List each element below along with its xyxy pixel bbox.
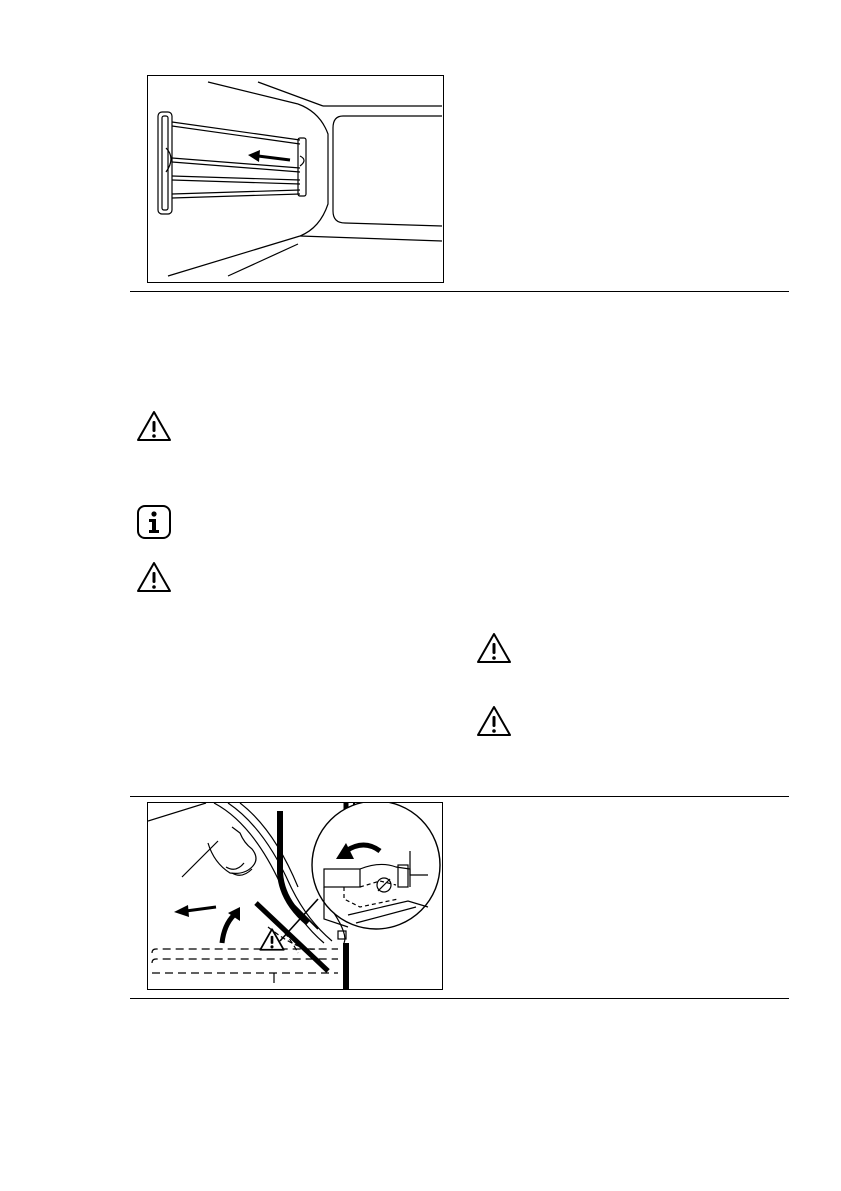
shelf-support-figure [147, 75, 444, 283]
section-divider [130, 998, 789, 999]
warning-triangle-icon [475, 704, 513, 738]
warning-triangle-icon [258, 927, 286, 952]
warning-triangle-icon [475, 631, 513, 665]
info-icon [136, 504, 172, 540]
shelf-support-removal-illustration [148, 76, 443, 282]
warning-triangle-icon [135, 560, 173, 594]
oven-door-figure [147, 802, 443, 990]
oven-door-removal-illustration [148, 803, 442, 989]
section-divider [130, 796, 789, 797]
warning-triangle-icon [135, 409, 173, 443]
section-divider [130, 291, 789, 292]
